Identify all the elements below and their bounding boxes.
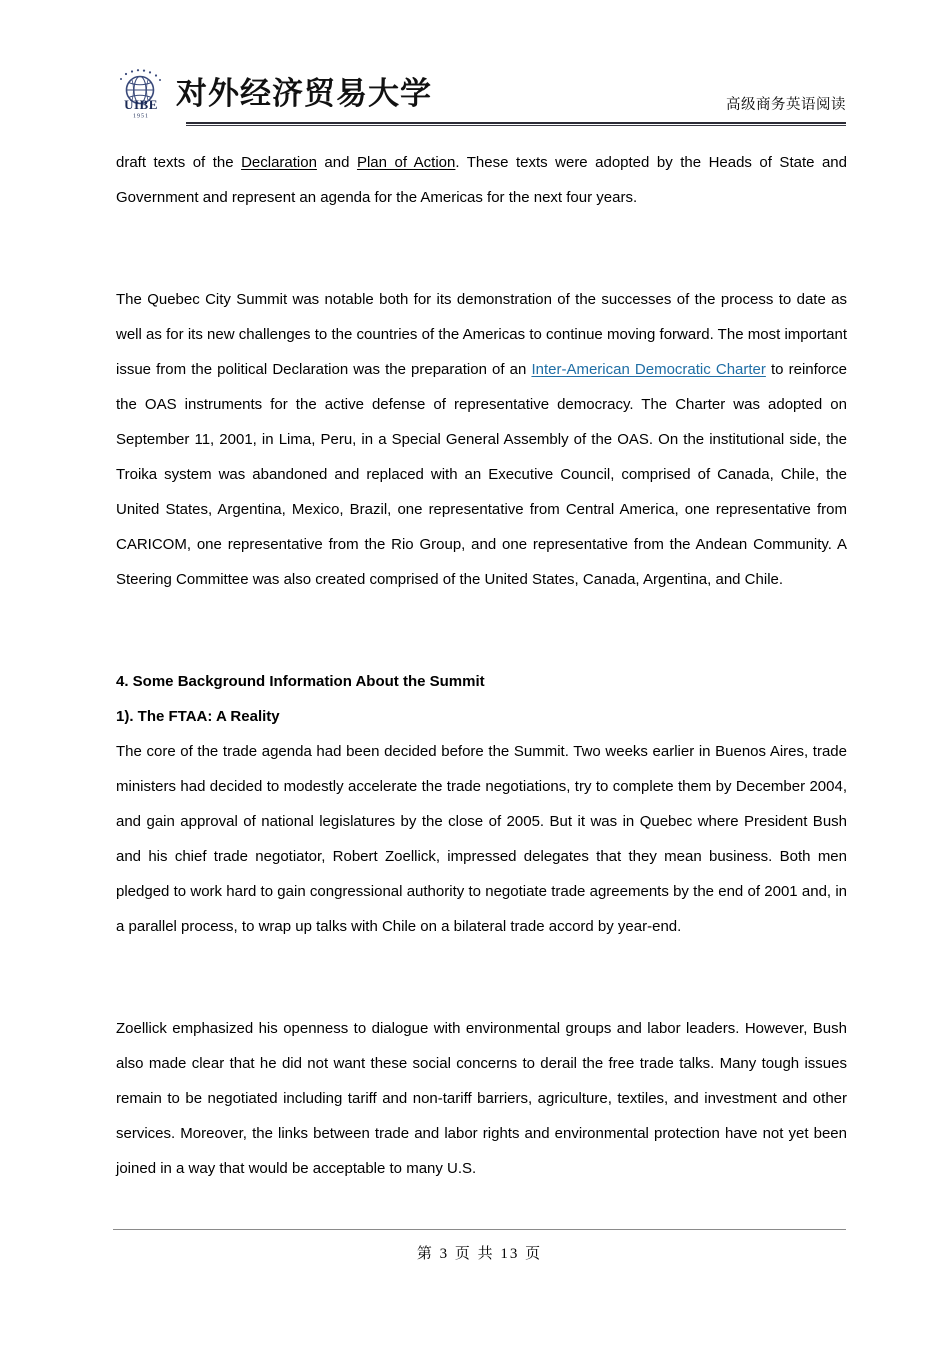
para1-conjunction: and	[316, 154, 357, 171]
university-name-calligraphy	[176, 71, 446, 115]
page-footer	[113, 1229, 846, 1263]
university-name-text: 对外经济贸易大学	[176, 76, 432, 112]
svg-text:UIBE: UIBE	[124, 97, 158, 112]
course-title: 高级商务英语阅读	[726, 97, 846, 113]
paragraph-gap	[116, 979, 847, 1011]
uibe-logo-icon	[110, 66, 172, 120]
document-body	[116, 145, 847, 1186]
header-double-rule	[186, 122, 846, 127]
section-heading-background-information: 4. Some Background Information About the Summit	[116, 673, 485, 690]
paragraph-gap	[116, 632, 847, 664]
footer-divider	[113, 1229, 846, 1230]
paragraph-gap	[116, 215, 847, 250]
page-header	[110, 66, 846, 134]
paragraph-gap	[116, 250, 847, 282]
plan-of-action-underlined-term: Plan of Action	[356, 154, 456, 171]
para2-lead: The Quebec City Summit was notable both for its demonstration of the successes of the process to date as well as for its new challenges to the countries of the Americas to continue moving forward. The most important issue from the political Declaration was the preparation of an	[116, 291, 847, 378]
para2-tail: to reinforce the OAS instruments for the active defense of representative democracy. The Charter was adopted on September 11, 2001, in Lima, Peru, in a Special General Assembly of the OAS. On the institutional side, the Troika system was abandoned and replaced with an Executive Council, comprised of Canada, Chile, the United States, Argentina, Mexico, Brazil, one representative from Central America, one representative from CARICOM, one representative from the Rio Group, and one representative from the Andean Community. A Steering Committee was also created comprised of the United States, Canada, Argentina, and Chile.	[116, 361, 847, 588]
para1-lead: draft texts of the	[116, 154, 242, 171]
para1-tail: . These texts were adopted by the Heads of State and Government and represent an agenda for the Americas for the next four years.	[116, 154, 847, 206]
paragraph-quebec-summit	[116, 282, 847, 597]
paragraph-trade-agenda: The core of the trade agenda had been decided before the Summit. Two weeks earlier in Buenos Aires, trade ministers had decided to modestly accelerate the trade negotiations, try to complete them by December 2004, and gain approval of national legislatures by the close of 2005. But it was in Quebec where President Bush and his chief trade negotiator, Robert Zoellick, impressed delegates that they mean business. Both men pledged to work hard to gain congressional authority to negotiate trade agreements by the end of 2001 and, in a parallel process, to wrap up talks with Chile on a bilateral trade accord by year-end.	[116, 743, 847, 935]
paragraph-zoellick-dialogue: Zoellick emphasized his openness to dialogue with environmental groups and labor leaders. However, Bush also made clear that he did not want these social concerns to derail the free trade talks. Many tough issues remain to be negotiated including tariff and non-tariff barriers, agriculture, textiles, and investment and other services. Moreover, the links between trade and labor rights and environmental protection have not yet been joined in a way that would be acceptable to many U.S.	[116, 1020, 847, 1177]
svg-text:1951: 1951	[133, 113, 149, 120]
page-number-label: 第 3 页 共 13 页	[416, 1246, 543, 1262]
paragraph-gap	[116, 597, 847, 632]
university-branding	[110, 66, 446, 120]
subsection-heading-ftaa-reality: 1). The FTAA: A Reality	[116, 708, 280, 725]
paragraph-draft-texts	[116, 145, 847, 215]
paragraph-gap	[116, 944, 847, 979]
declaration-underlined-term: Declaration	[241, 154, 317, 171]
inter-american-democratic-charter-link[interactable]: Inter-American Democratic Charter	[531, 361, 766, 378]
